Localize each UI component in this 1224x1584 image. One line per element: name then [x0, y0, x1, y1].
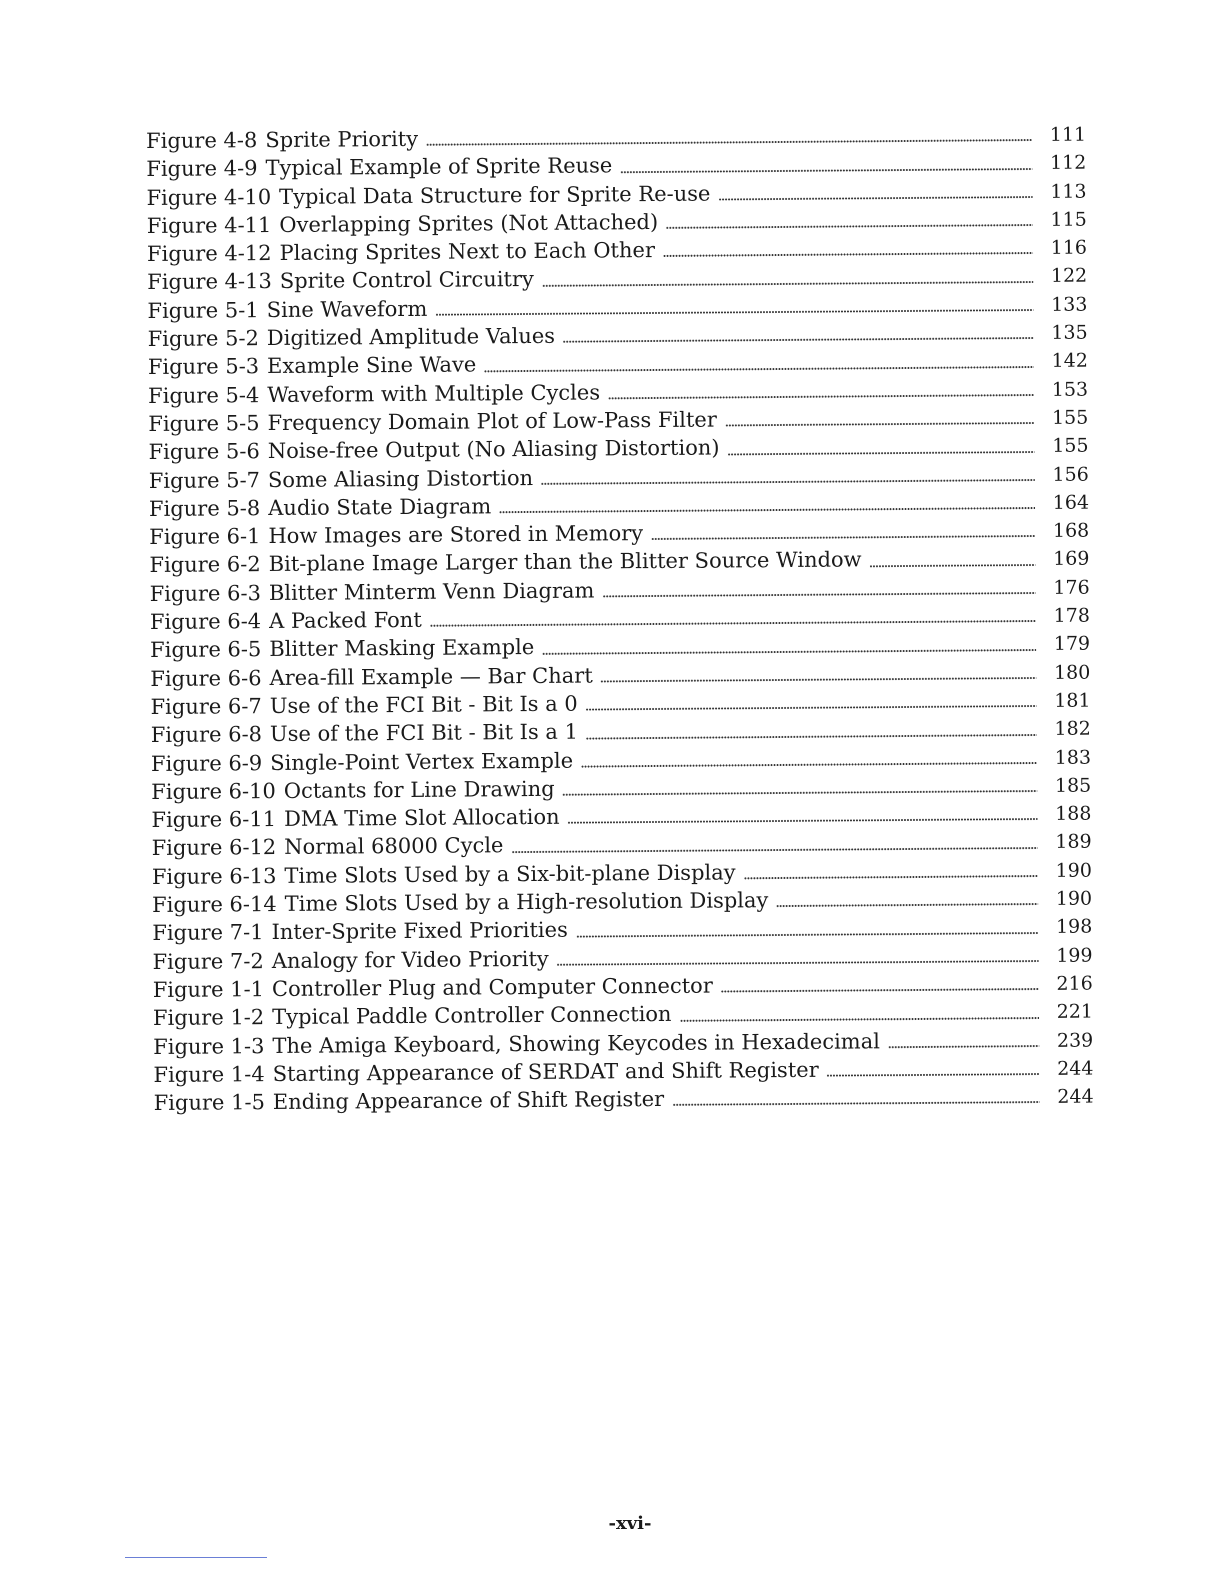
figure-page-number: 112 — [1049, 151, 1087, 175]
figure-label: Figure 6-7 — [150, 694, 262, 719]
dot-leader — [435, 309, 1033, 316]
figure-title: Use of the FCI Bit - Bit Is a 1 — [269, 719, 579, 747]
figure-title: How Images are Stored in Memory — [268, 521, 644, 549]
dot-leader — [541, 479, 1035, 485]
figure-page-number: 178 — [1053, 604, 1090, 627]
figure-title: Waveform with Multiple Cycles — [267, 380, 601, 407]
dot-leader — [602, 592, 1035, 597]
figure-label: Figure 7-1 — [152, 920, 264, 946]
figure-label: Figure 5-8 — [148, 495, 261, 521]
figure-page-number: 135 — [1051, 321, 1088, 344]
figure-page-number: 113 — [1050, 180, 1087, 203]
figure-page-number: 169 — [1053, 548, 1090, 571]
dot-leader — [576, 932, 1039, 938]
figure-page-number: 179 — [1053, 632, 1091, 656]
figure-page-number: 164 — [1052, 491, 1090, 514]
figure-page-number: 116 — [1050, 236, 1088, 260]
figure-title: Sprite Priority — [265, 126, 419, 153]
figure-label: Figure 5-4 — [148, 382, 260, 408]
figure-label: Figure 6-2 — [149, 552, 261, 578]
dot-leader — [586, 705, 1037, 711]
figure-page-number: 221 — [1056, 1000, 1094, 1024]
figure-title: Area-fill Example — Bar Chart — [269, 663, 593, 690]
figure-label: Figure 6-12 — [151, 835, 277, 861]
figure-title: Bit-plane Image Larger than the Blitter Source Window — [268, 547, 862, 577]
dot-leader — [601, 677, 1037, 682]
figure-label: Figure 5-3 — [147, 354, 260, 380]
dot-leader — [426, 139, 1032, 146]
figure-title: Octants for Line Drawing — [283, 776, 555, 803]
dot-leader — [499, 507, 1035, 513]
figure-title: A Packed Font — [269, 607, 422, 634]
figure-page-number: 176 — [1053, 576, 1090, 599]
dot-leader — [725, 422, 1034, 426]
figure-label: Figure 6-14 — [152, 892, 277, 917]
figure-label: Figure 4-8 — [146, 128, 258, 153]
figure-page-number: 190 — [1055, 859, 1092, 882]
figure-title: Placing Sprites Next to Each Other — [279, 238, 656, 266]
figure-page-number: 155 — [1052, 434, 1089, 458]
figure-title: Blitter Minterm Venn Diagram — [268, 578, 595, 605]
figure-title: Noise-free Output (No Aliasing Distortion) — [267, 435, 720, 464]
figure-label: Figure 5-6 — [148, 439, 260, 465]
dot-leader — [542, 281, 1033, 287]
figure-label: Figure 1-5 — [153, 1090, 265, 1116]
figure-page-number: 142 — [1051, 349, 1088, 373]
figure-page-number: 153 — [1051, 378, 1089, 401]
figure-title: Ending Appearance of Shift Register — [272, 1087, 665, 1115]
figure-label: Figure 4-11 — [146, 212, 272, 238]
figure-page-number: 156 — [1052, 463, 1089, 486]
figure-title: Frequency Domain Plot of Low-Pass Filter — [267, 407, 717, 436]
figure-title: Digitized Amplitude Values — [266, 323, 556, 351]
figure-label: Figure 6-8 — [150, 722, 263, 748]
figure-page-number: 122 — [1050, 265, 1088, 288]
figure-page-number: 216 — [1056, 972, 1093, 995]
figure-page-number: 115 — [1050, 208, 1087, 231]
figure-page-number: 168 — [1052, 519, 1090, 543]
figure-label: Figure 1-1 — [152, 977, 265, 1002]
dot-leader — [557, 960, 1039, 966]
figure-page-number: 133 — [1051, 293, 1088, 316]
figure-label: Figure 5-1 — [147, 297, 259, 323]
dot-leader — [744, 875, 1038, 879]
figure-label: Figure 1-3 — [153, 1033, 265, 1059]
dot-leader — [484, 366, 1034, 372]
figure-label: Figure 4-13 — [147, 269, 272, 295]
figure-page-number: 244 — [1057, 1057, 1094, 1080]
figure-page-number: 182 — [1054, 717, 1091, 741]
dot-leader — [620, 168, 1032, 173]
figure-label: Figure 7-2 — [152, 948, 264, 974]
dot-leader — [581, 762, 1037, 768]
figure-page-number: 155 — [1051, 406, 1089, 429]
figure-label: Figure 6-10 — [151, 778, 276, 804]
page-number-footer: -xvi- — [608, 1513, 652, 1534]
dot-leader — [666, 224, 1033, 229]
figure-page-number: 111 — [1049, 123, 1087, 146]
dot-leader — [608, 394, 1034, 399]
figure-title: Single-Point Vertex Example — [270, 748, 574, 775]
figure-page-number: 180 — [1053, 661, 1091, 684]
figure-label: Figure 6-11 — [151, 807, 277, 833]
figure-label: Figure 6-5 — [150, 637, 262, 663]
figure-title: Typical Data Structure for Sprite Re-use — [279, 181, 711, 209]
figure-label: Figure 1-2 — [152, 1005, 265, 1031]
figure-page-number: 190 — [1055, 887, 1093, 910]
figure-label: Figure 6-9 — [150, 750, 263, 776]
dot-leader — [721, 988, 1039, 992]
figure-title: Some Aliasing Distortion — [267, 465, 534, 492]
dot-leader — [680, 1017, 1039, 1022]
figure-title: Starting Appearance of SERDAT and Shift Register — [272, 1057, 819, 1086]
figure-page-number: 198 — [1055, 915, 1093, 939]
figure-title: Time Slots Used by a High-resolution Display — [284, 888, 769, 916]
figure-title: Typical Paddle Controller Connection — [272, 1002, 672, 1030]
figure-title: The Amiga Keyboard, Showing Keycodes in Hexadecimal — [272, 1028, 880, 1058]
dot-leader — [870, 564, 1036, 567]
dot-leader — [827, 1073, 1040, 1077]
figure-label: Figure 6-13 — [151, 863, 277, 889]
figure-label: Figure 5-7 — [148, 467, 261, 493]
figure-title: Blitter Masking Example — [269, 635, 535, 662]
figure-label: Figure 6-4 — [149, 609, 262, 635]
figure-title: Analogy for Video Priority — [271, 946, 549, 973]
dot-leader — [430, 620, 1036, 627]
figure-page-number: 188 — [1055, 802, 1092, 826]
toc-entry — [154, 1082, 1094, 1118]
dot-leader — [542, 649, 1036, 655]
footer-rule — [125, 1557, 267, 1558]
dot-leader — [672, 1101, 1039, 1106]
figure-page-number: 185 — [1054, 774, 1092, 797]
figure-page-number: 239 — [1056, 1029, 1094, 1052]
figure-page-number: 244 — [1057, 1085, 1094, 1108]
figure-page-number: 181 — [1054, 689, 1091, 712]
dot-leader — [586, 734, 1037, 740]
dot-leader — [728, 451, 1035, 455]
figure-title: Typical Example of Sprite Reuse — [265, 153, 613, 181]
figure-label: Figure 5-2 — [147, 326, 259, 352]
figure-label: Figure 5-5 — [148, 411, 260, 436]
figure-title: Sprite Control Circuitry — [279, 267, 534, 294]
figure-page-number: 183 — [1054, 746, 1092, 769]
figure-label: Figure 6-6 — [150, 665, 262, 691]
dot-leader — [511, 847, 1037, 853]
figure-label: Figure 4-12 — [146, 241, 272, 267]
figure-label: Figure 6-1 — [149, 524, 261, 550]
figure-label: Figure 4-9 — [146, 156, 258, 182]
dot-leader — [651, 535, 1035, 540]
figure-title: Sine Waveform — [266, 296, 428, 322]
figure-page-number: 199 — [1056, 944, 1093, 967]
figure-title: Audio State Diagram — [268, 494, 492, 520]
dot-leader — [563, 337, 1034, 343]
figure-title: Overlapping Sprites (Not Attached) — [279, 209, 659, 237]
figure-label: Figure 6-3 — [149, 580, 261, 606]
figure-page-number: 189 — [1055, 831, 1092, 854]
figure-label: Figure 4-10 — [146, 184, 272, 210]
dot-leader — [888, 1045, 1039, 1048]
figure-title: Inter-Sprite Fixed Priorities — [271, 918, 568, 945]
dot-leader — [568, 818, 1038, 824]
dot-leader — [563, 790, 1038, 796]
dot-leader — [663, 253, 1033, 258]
figure-title: Controller Plug and Computer Connector — [271, 973, 713, 1001]
figure-title: Normal 68000 Cycle — [284, 833, 504, 860]
figure-title: Example Sine Wave — [267, 352, 477, 379]
dot-leader — [776, 903, 1038, 907]
figure-title: Use of the FCI Bit - Bit Is a 0 — [269, 691, 578, 718]
figure-title: Time Slots Used by a Six-bit-plane Display — [284, 860, 736, 888]
figure-title: DMA Time Slot Allocation — [283, 804, 560, 832]
list-of-figures — [146, 120, 1094, 1118]
dot-leader — [718, 196, 1032, 200]
figure-label: Figure 1-4 — [153, 1061, 265, 1087]
